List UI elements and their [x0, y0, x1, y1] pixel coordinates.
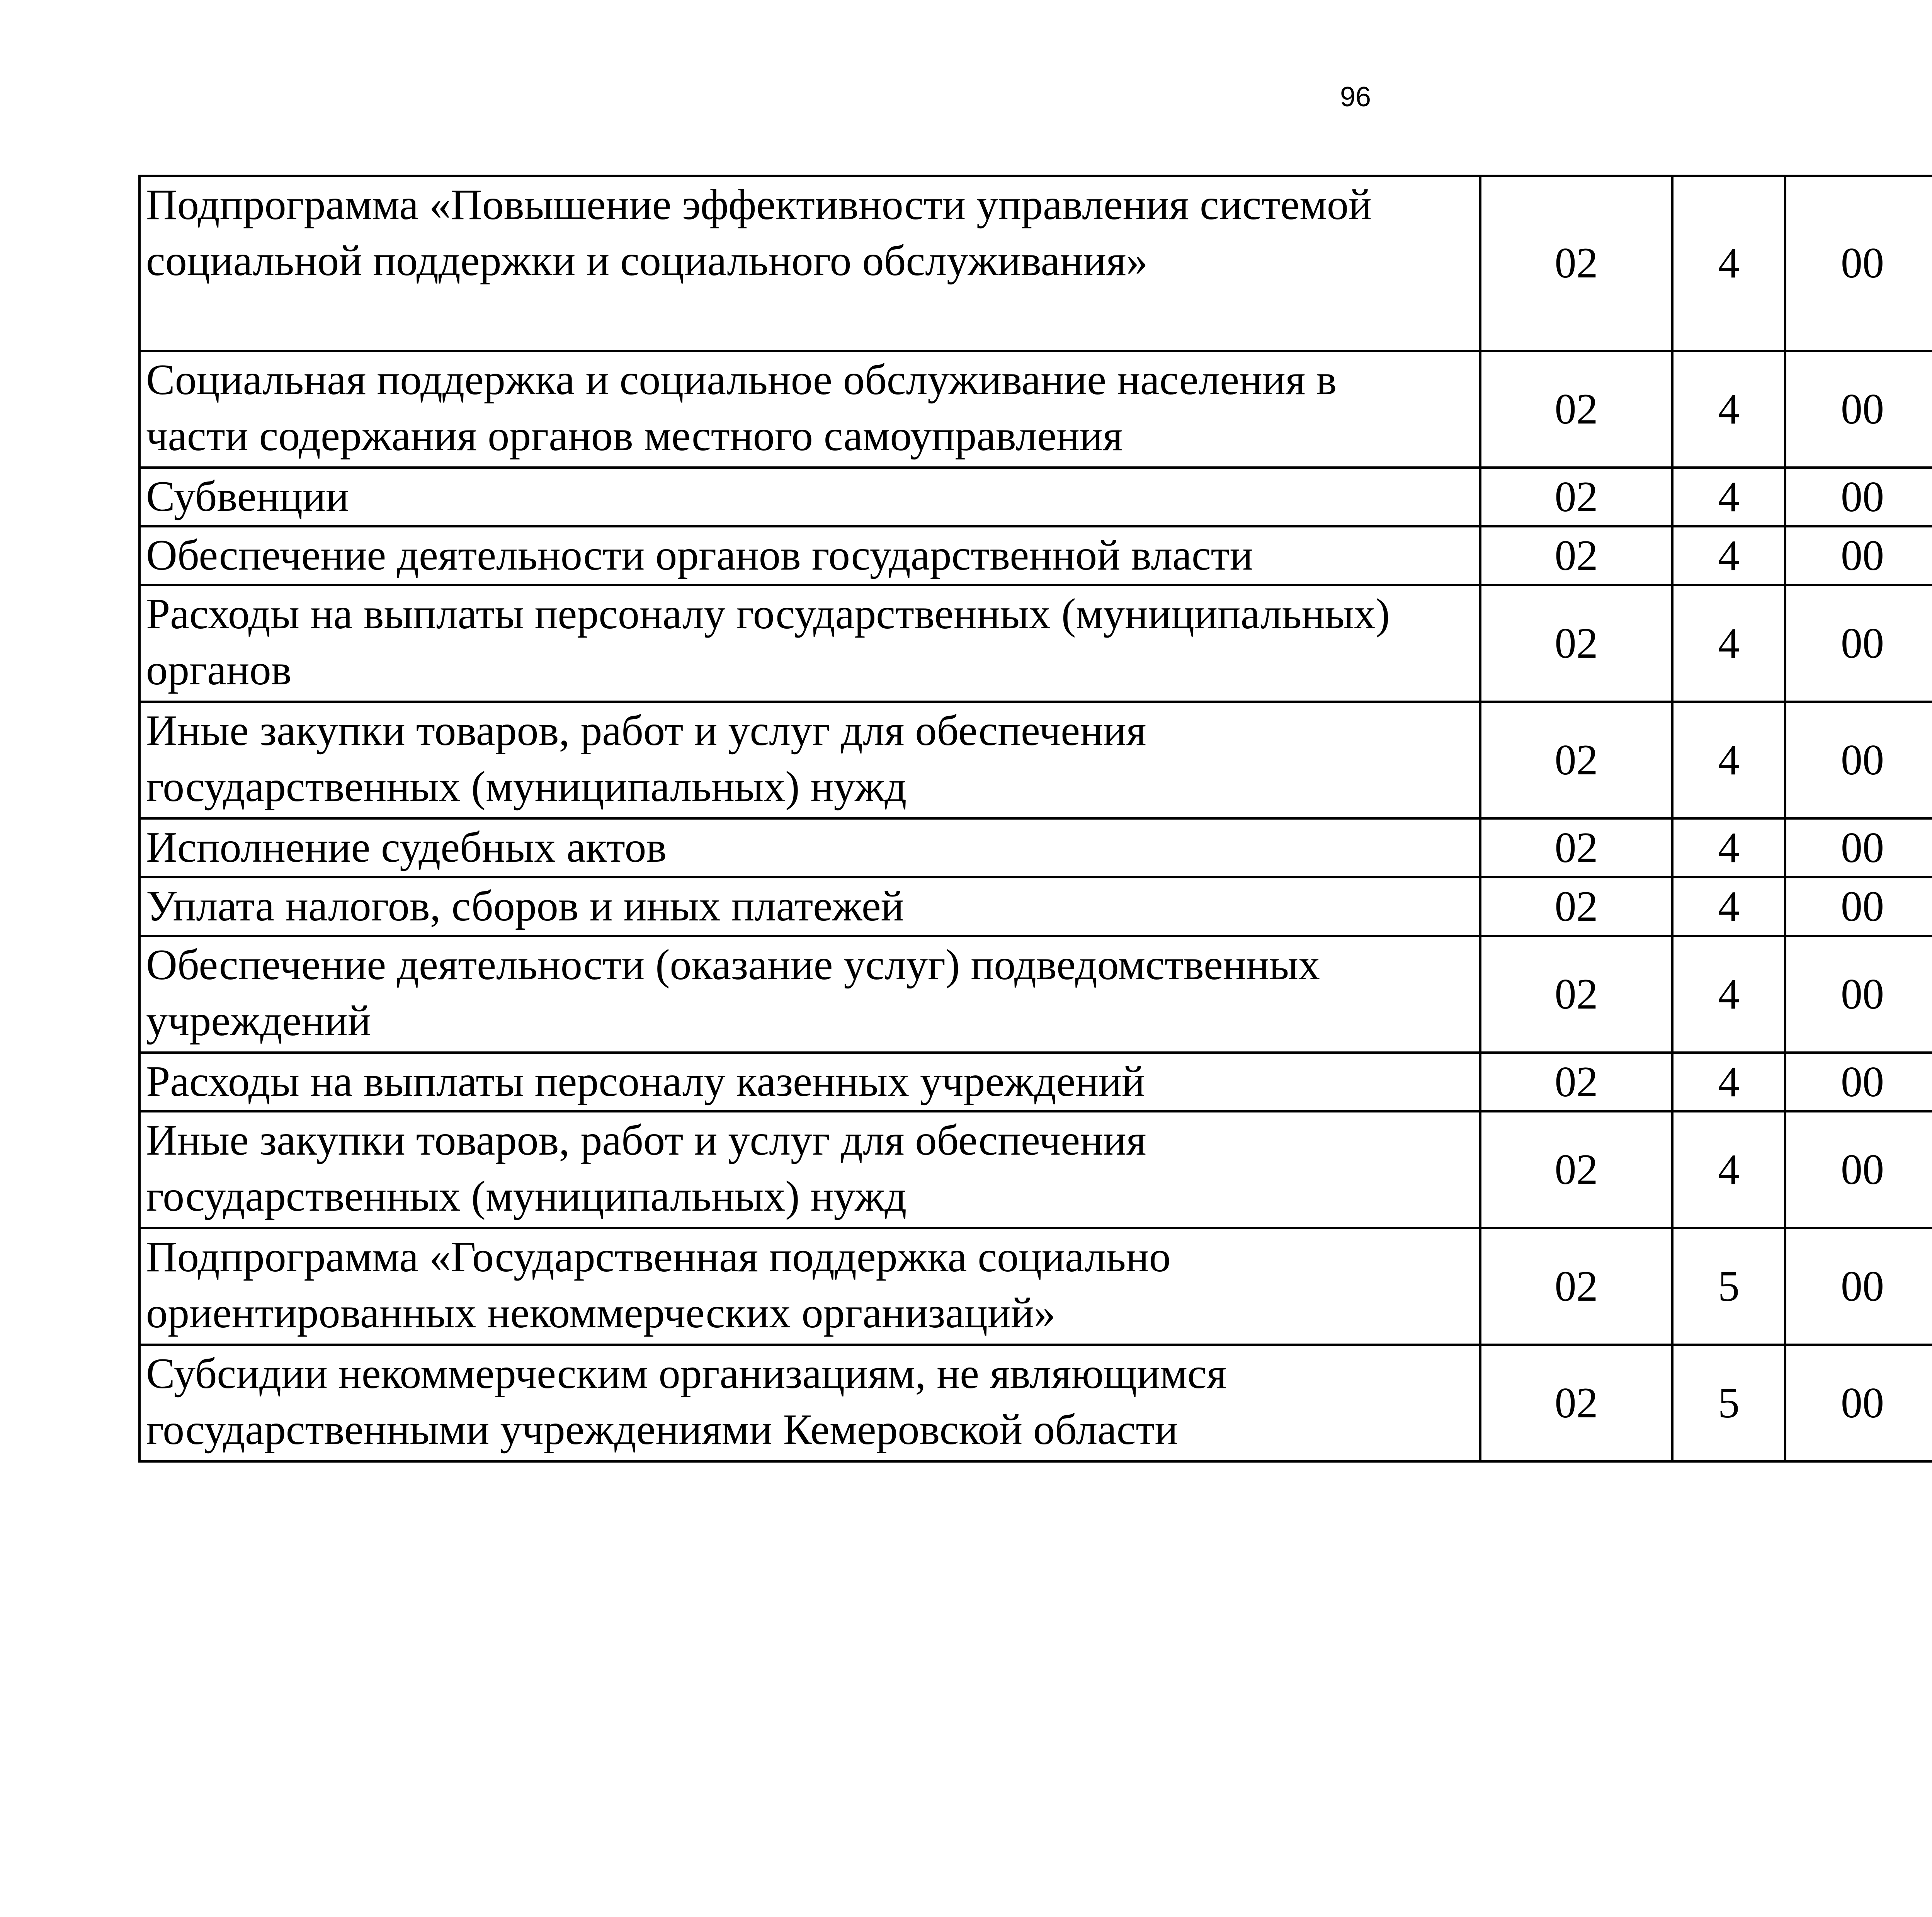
row-code-2: 4 [1672, 1111, 1785, 1228]
table-row [139, 1228, 1932, 1345]
table-row [139, 468, 1932, 526]
row-code-1: 02 [1480, 702, 1672, 818]
row-code-2: 4 [1672, 877, 1785, 936]
row-name-cell: Уплата налогов, сборов и иных платежей [139, 877, 1480, 936]
row-name-cell: Субсидии некоммерческим организациям, не являющимся государственными учреждениями Кемеровской области [139, 1345, 1480, 1461]
row-code-1: 02 [1480, 1345, 1672, 1461]
row-name-cell: Субвенции [139, 468, 1480, 526]
row-code-2: 4 [1672, 936, 1785, 1053]
row-name-cell: Подпрограмма «Повышение эффективности управления системой социальной поддержки и социального обслуживания» [139, 176, 1480, 351]
row-code-3: 00 [1785, 585, 1932, 702]
row-code-2: 4 [1672, 526, 1785, 585]
row-name-cell: Расходы на выплаты персоналу государственных (муниципальных) органов [139, 585, 1480, 702]
row-code-3: 00 [1785, 1228, 1932, 1345]
row-code-1: 02 [1480, 1228, 1672, 1345]
row-code-3: 00 [1785, 936, 1932, 1053]
table-row [139, 818, 1932, 877]
row-code-2: 4 [1672, 1053, 1785, 1111]
row-code-1: 02 [1480, 1053, 1672, 1111]
row-code-1: 02 [1480, 585, 1672, 702]
row-code-2: 4 [1672, 176, 1785, 351]
row-code-2: 4 [1672, 468, 1785, 526]
table-row [139, 585, 1932, 702]
table-row [139, 936, 1932, 1053]
table-row [139, 877, 1932, 936]
page-number: 96 [1340, 82, 1371, 112]
row-code-3: 00 [1785, 1345, 1932, 1461]
table-row [139, 1053, 1932, 1111]
row-code-1: 02 [1480, 351, 1672, 468]
row-code-3: 00 [1785, 1111, 1932, 1228]
row-name-cell: Обеспечение деятельности органов государственной власти [139, 526, 1480, 585]
row-code-3: 00 [1785, 702, 1932, 818]
table-row [139, 351, 1932, 468]
row-code-1: 02 [1480, 1111, 1672, 1228]
row-code-2: 4 [1672, 818, 1785, 877]
row-code-1: 02 [1480, 176, 1672, 351]
row-code-1: 02 [1480, 818, 1672, 877]
table-row [139, 702, 1932, 818]
row-code-3: 00 [1785, 351, 1932, 468]
table-row [139, 526, 1932, 585]
row-code-1: 02 [1480, 936, 1672, 1053]
row-code-3: 00 [1785, 176, 1932, 351]
row-name-cell: Иные закупки товаров, работ и услуг для обеспечения государственных (муниципальных) нужд [139, 702, 1480, 818]
row-code-1: 02 [1480, 526, 1672, 585]
table-row [139, 176, 1932, 351]
row-code-2: 5 [1672, 1228, 1785, 1345]
row-code-3: 00 [1785, 877, 1932, 936]
row-name-cell: Иные закупки товаров, работ и услуг для обеспечения государственных (муниципальных) нужд [139, 1111, 1480, 1228]
row-code-1: 02 [1480, 877, 1672, 936]
row-name-cell: Исполнение судебных актов [139, 818, 1480, 877]
row-name-cell: Расходы на выплаты персоналу казенных учреждений [139, 1053, 1480, 1111]
row-code-3: 00 [1785, 818, 1932, 877]
row-code-2: 4 [1672, 351, 1785, 468]
table-row [139, 1111, 1932, 1228]
budget-table [138, 175, 1932, 1463]
row-code-2: 4 [1672, 585, 1785, 702]
row-name-cell: Обеспечение деятельности (оказание услуг) подведомственных учреждений [139, 936, 1480, 1053]
row-code-1: 02 [1480, 468, 1672, 526]
row-code-2: 4 [1672, 702, 1785, 818]
row-code-2: 5 [1672, 1345, 1785, 1461]
table-row [139, 1345, 1932, 1461]
row-name-cell: Социальная поддержка и социальное обслуживание населения в части содержания органов местного самоуправления [139, 351, 1480, 468]
row-name-cell: Подпрограмма «Государственная поддержка социально ориентированных некоммерческих организаций» [139, 1228, 1480, 1345]
row-code-3: 00 [1785, 1053, 1932, 1111]
row-code-3: 00 [1785, 468, 1932, 526]
row-code-3: 00 [1785, 526, 1932, 585]
